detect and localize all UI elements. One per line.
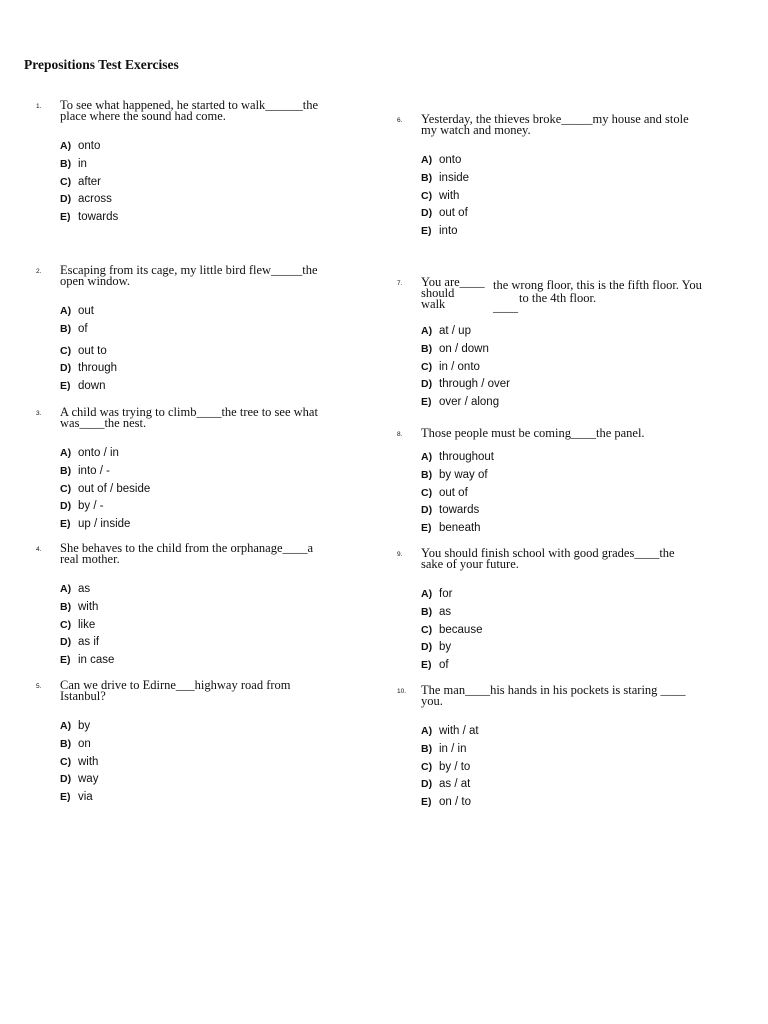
question-stem: The man____his hands in his pockets is staring ____ you. [421, 683, 686, 708]
option-a[interactable]: A) out [60, 305, 94, 317]
option-d[interactable]: D) across [60, 193, 112, 206]
question-5 [36, 680, 336, 807]
question-stem: A child was trying to climb____the tree to see what was____the nest. [60, 405, 318, 430]
option-e[interactable]: E) on / to [421, 796, 471, 809]
option-c[interactable]: C) in / onto [421, 360, 480, 373]
option-d[interactable]: D) towards [421, 504, 480, 517]
option-c[interactable]: C) because [421, 623, 483, 636]
option-b[interactable]: B) in / in [421, 742, 467, 755]
option-a[interactable]: A) as [60, 583, 91, 595]
option-d[interactable]: D) through [60, 362, 118, 375]
question-stem: Can we drive to Edirne___highway road from Istanbul? [60, 678, 291, 703]
question-stem: Yesterday, the thieves broke_____my house and stole my watch and money. [421, 112, 689, 137]
question-stem: To see what happened, he started to walk______the place where the sound had come. [60, 98, 319, 123]
question-number: 6. [397, 117, 403, 124]
option-e[interactable]: E) beneath [421, 522, 481, 535]
option-e[interactable]: E) up / inside [60, 518, 131, 531]
option-c[interactable]: C) out to [60, 344, 107, 357]
option-a[interactable]: A) by [60, 720, 91, 732]
question-7 [397, 277, 747, 412]
option-a[interactable]: A) for [421, 588, 453, 600]
option-d[interactable]: D) as if [60, 636, 100, 649]
option-b[interactable]: B) of [60, 322, 88, 335]
question-number: 1. [36, 103, 42, 110]
option-c[interactable]: C) out of / beside [60, 482, 151, 495]
option-b[interactable]: B) inside [421, 171, 470, 184]
option-d[interactable]: D) by [421, 641, 452, 654]
option-c[interactable]: C) with [421, 189, 460, 202]
option-c[interactable]: C) out of [421, 486, 468, 499]
question-number: 10. [397, 688, 407, 695]
option-e[interactable]: E) towards [60, 211, 119, 224]
option-d[interactable]: D) way [60, 773, 99, 786]
option-a[interactable]: A) at / up [421, 325, 471, 337]
question-2 [36, 265, 336, 396]
option-e[interactable]: E) via [60, 791, 93, 804]
options-list [60, 138, 336, 227]
question-9 [397, 548, 737, 675]
question-6 [397, 114, 737, 241]
question-number: 5. [36, 683, 42, 690]
option-b[interactable]: B) with [60, 600, 99, 613]
question-number: 7. [397, 280, 403, 287]
options-list [60, 718, 336, 807]
option-a[interactable]: A) onto [60, 140, 101, 152]
question-number: 3. [36, 410, 42, 417]
option-b[interactable]: B) by way of [421, 468, 488, 481]
option-c[interactable]: C) by / to [421, 760, 471, 773]
question-stem: You are____ the wrong floor, this is the fifth floor. You should to the 4th floor. walk ____ [421, 275, 702, 314]
question-4 [36, 543, 336, 670]
option-c[interactable]: C) after [60, 175, 102, 188]
option-a[interactable]: A) onto / in [60, 447, 119, 459]
page-title: Prepositions Test Exercises [24, 57, 179, 72]
question-1 [36, 100, 336, 227]
options-list [60, 581, 336, 670]
option-e[interactable]: E) of [421, 659, 449, 672]
option-a[interactable]: A) throughout [421, 451, 494, 463]
option-a[interactable]: A) onto [421, 154, 462, 166]
question-number: 4. [36, 546, 42, 553]
question-3 [36, 407, 336, 534]
option-e[interactable]: E) over / along [421, 396, 500, 409]
option-b[interactable]: B) on / down [421, 342, 489, 355]
question-stem: Escaping from its cage, my little bird flew_____the open window. [60, 263, 318, 288]
option-e[interactable]: E) down [60, 380, 106, 393]
option-a[interactable]: A) with / at [421, 725, 479, 737]
option-b[interactable]: B) as [421, 605, 452, 618]
question-number: 2. [36, 268, 42, 275]
option-b[interactable]: B) on [60, 737, 91, 750]
option-d[interactable]: D) through / over [421, 378, 510, 391]
option-b[interactable]: B) into / - [60, 464, 110, 477]
question-number: 8. [397, 431, 403, 438]
options-list [421, 723, 737, 812]
options-list [60, 303, 336, 396]
options-list [421, 586, 737, 675]
options-list [421, 152, 737, 241]
option-d[interactable]: D) by / - [60, 500, 104, 513]
question-stem: She behaves to the child from the orphanage____a real mother. [60, 541, 314, 566]
question-stem: Those people must be coming____the panel. [421, 426, 645, 440]
option-c[interactable]: C) with [60, 755, 99, 768]
options-list [421, 449, 737, 538]
question-10 [397, 685, 737, 812]
option-e[interactable]: E) in case [60, 654, 115, 667]
option-b[interactable]: B) in [60, 157, 87, 170]
question-8 [397, 428, 737, 538]
options-list [421, 323, 747, 412]
option-d[interactable]: D) as / at [421, 778, 471, 791]
option-c[interactable]: C) like [60, 618, 96, 631]
options-list [60, 445, 336, 534]
option-d[interactable]: D) out of [421, 207, 468, 220]
question-number: 9. [397, 551, 403, 558]
question-stem: You should finish school with good grades____the sake of your future. [421, 546, 675, 571]
option-e[interactable]: E) into [421, 225, 458, 238]
